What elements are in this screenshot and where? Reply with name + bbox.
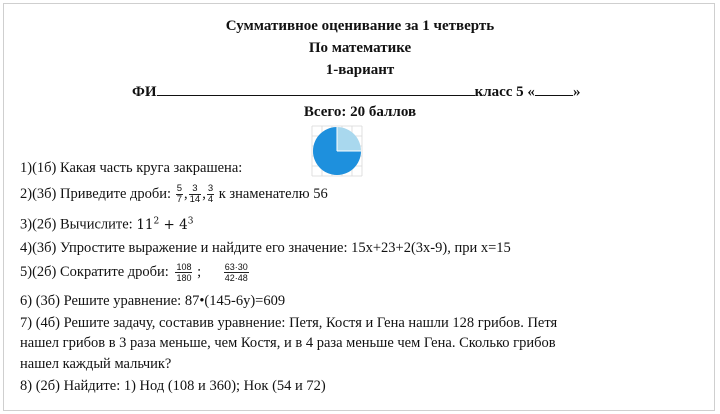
task-8: 8) (2б) Найдите: 1) Нод (108 и 360); Нок (54 и 72) [20,378,326,394]
fraction: $\frac{3}{4}$ [207,183,214,205]
task-4: 4)(3б) Упростите выражение и найдите его значение: 15x+23+2(3x-9), при x=15 [20,240,511,256]
doc-variant: 1-вариант [325,62,395,78]
task-2 [20,184,328,205]
task-1: 1)(1б) Какая часть круга закрашена: [20,160,243,176]
task-3-prefix: 3)(2б) Вычислите: [20,216,133,233]
doc-title: Суммативное оценивание за 1 четверть [225,18,495,34]
doc-subject: По математике [308,40,412,56]
separator: , [202,185,206,202]
task-2-prefix: 2)(3б) Приведите дроби: [20,185,172,202]
total-score: Всего: 20 баллов [303,104,417,120]
separator: ; [197,263,202,280]
name-blank [157,83,475,96]
task-7-line-2: нашел грибов в 3 раза меньше, чем Костя, и в 4 раза меньше чем Гена. Сколько грибов [20,335,556,351]
fi-label: ФИ [132,84,157,100]
fraction: $\frac{63\cdot 30}{42\cdot 48}$ [224,262,248,283]
name-line [132,83,652,101]
fraction: $\frac{5}{7}$ [176,183,182,205]
fraction: $\frac{108}{180}$ [176,262,192,283]
class-label: класс 5 « [474,84,535,100]
task-2-suffix: к знаменателю 56 [218,185,328,202]
task-7-line-1: 7) (4б) Решите задачу, составив уравнение: Петя, Костя и Гена нашли 128 грибов. Петя [20,315,558,331]
fraction: $\frac{3}{14}$ [189,183,201,205]
task-3 [20,216,193,234]
power-expression: $11^2 + 4^3$ [136,216,194,233]
task-5 [20,262,250,283]
class-end: » [572,84,581,100]
task-7-line-3: нашел каждый мальчик? [20,356,172,372]
pie-figure [306,122,368,178]
task-5-prefix: 5)(2б) Сократите дроби: [20,263,169,280]
task-6: 6) (3б) Решите уравнение: 87•(145-6y)=609 [20,293,286,309]
separator: , [183,185,188,202]
class-blank [535,83,573,96]
